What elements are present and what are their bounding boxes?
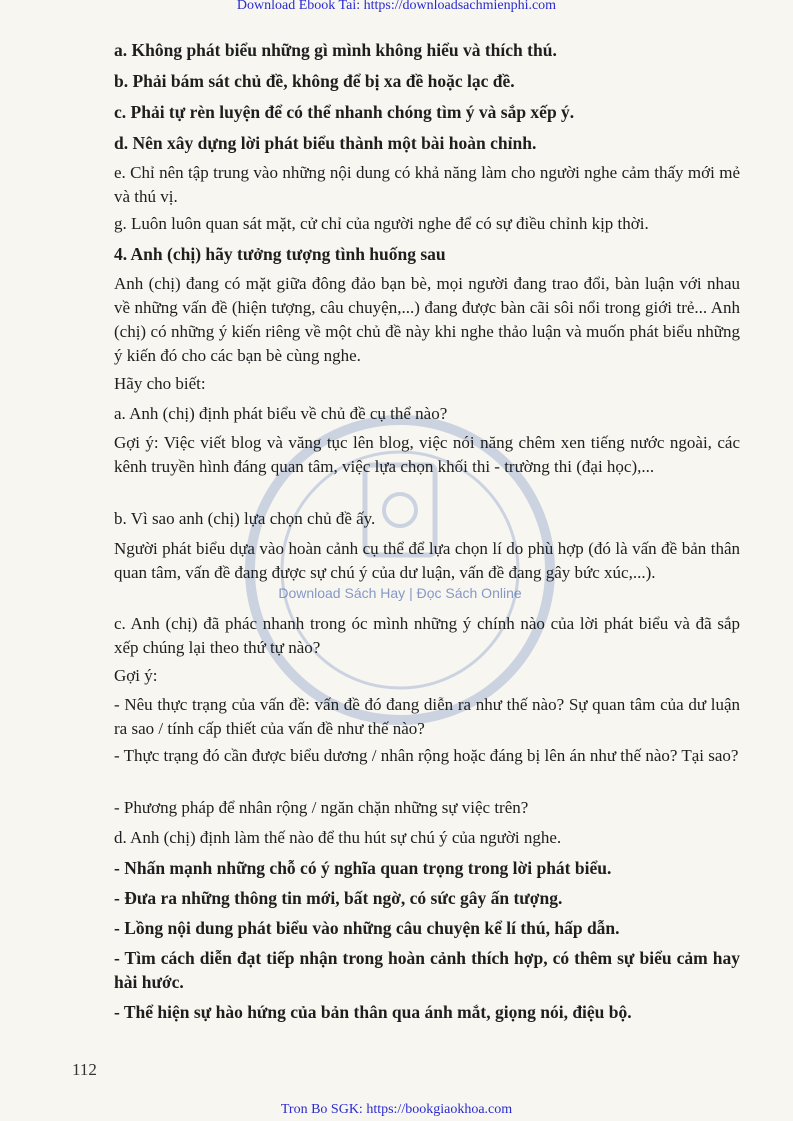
situation-paragraph: Anh (chị) đang có mặt giữa đông đảo bạn bè, mọi người đang trao đổi, bàn luận với nhau về những vấn đề (hiện tượng, câu chuyện,...) đang được bàn cãi sôi nổi trong giới trẻ... Anh (chị) có những ý kiến riêng về một chủ đề này khi nghe thảo luận và muốn phát biểu những ý kiến đó cho các bạn bè cùng nghe. <box>114 274 740 365</box>
option-a: a. Không phát biểu những gì mình không hiểu và thích thú. <box>114 40 557 60</box>
answer-d-item-4: - Tìm cách diễn đạt tiếp nhận trong hoàn cảnh thích hợp, có thêm sự biểu cảm hay hài hước. <box>114 948 740 992</box>
answer-d-item-1: - Nhấn mạnh những chỗ có ý nghĩa quan trọng trong lời phát biểu. <box>114 858 612 878</box>
hint-c-item-2: - Thực trạng đó cần được biểu dương / nhân rộng hoặc đáng bị lên án như thế nào? Tại sao? <box>114 746 739 765</box>
answer-d-item-3: - Lồng nội dung phát biểu vào những câu chuyện kể lí thú, hấp dẫn. <box>114 918 620 938</box>
header-download-link[interactable]: Download Ebook Tai: https://downloadsachmienphi.com <box>236 0 557 13</box>
page-number: 112 <box>72 1060 97 1079</box>
option-e: e. Chỉ nên tập trung vào những nội dung có khả năng làm cho người nghe cảm thấy mới mẻ và thú vị. <box>114 163 740 206</box>
question-intro: Hãy cho biết: <box>114 374 206 393</box>
footer-sgk-link[interactable]: Tron Bo SGK: https://bookgiaokhoa.com <box>280 1102 513 1117</box>
exercise-4-heading: 4. Anh (chị) hãy tưởng tượng tình huống sau <box>114 244 446 264</box>
question-a: a. Anh (chị) định phát biểu về chủ đề cụ thể nào? <box>114 404 448 423</box>
question-c: c. Anh (chị) đã phác nhanh trong óc mình những ý chính nào của lời phát biểu và đã sắp xếp chúng lại theo thứ tự nào? <box>114 614 740 657</box>
question-b: b. Vì sao anh (chị) lựa chọn chủ đề ấy. <box>114 509 376 528</box>
hint-c-item-3: - Phương pháp để nhân rộng / ngăn chặn những sự việc trên? <box>114 798 529 817</box>
question-d: d. Anh (chị) định làm thế nào để thu hút sự chú ý của người nghe. <box>114 828 562 847</box>
option-b: b. Phải bám sát chủ đề, không để bị xa đề hoặc lạc đề. <box>114 71 515 91</box>
hint-a: Gợi ý: Việc viết blog và văng tục lên blog, việc nói năng chêm xen tiếng nước ngoài, các kênh truyền hình đáng quan tâm, việc lựa chọn khối thi - trường thi (đại học),... <box>114 433 740 476</box>
option-c: c. Phải tự rèn luyện để có thể nhanh chóng tìm ý và sắp xếp ý. <box>114 102 575 122</box>
answer-d-item-2: - Đưa ra những thông tin mới, bất ngờ, có sức gây ấn tượng. <box>114 888 563 908</box>
answer-d-item-5: - Thể hiện sự hào hứng của bản thân qua ánh mắt, giọng nói, điệu bộ. <box>114 1002 632 1022</box>
option-g: g. Luôn luôn quan sát mặt, cử chỉ của người nghe để có sự điều chỉnh kịp thời. <box>114 214 649 233</box>
hint-c-label: Gợi ý: <box>114 666 158 685</box>
hint-c-item-1: - Nêu thực trạng của vấn đề: vấn đề đó đang diễn ra như thế nào? Sự quan tâm của dư luận ra sao / tính cấp thiết của vấn đề như thế nào? <box>114 695 740 738</box>
watermark-text: Download Sách Hay | Đọc Sách Online <box>278 585 522 601</box>
answer-b: Người phát biểu dựa vào hoàn cảnh cụ thể để lựa chọn lí do phù hợp (đó là vấn đề bản thân quan tâm, vấn đề đang được sự chú ý của dư luận, vấn đề đang gây bức xúc,...). <box>114 539 740 582</box>
option-d: d. Nên xây dựng lời phát biểu thành một bài hoàn chỉnh. <box>114 133 537 153</box>
